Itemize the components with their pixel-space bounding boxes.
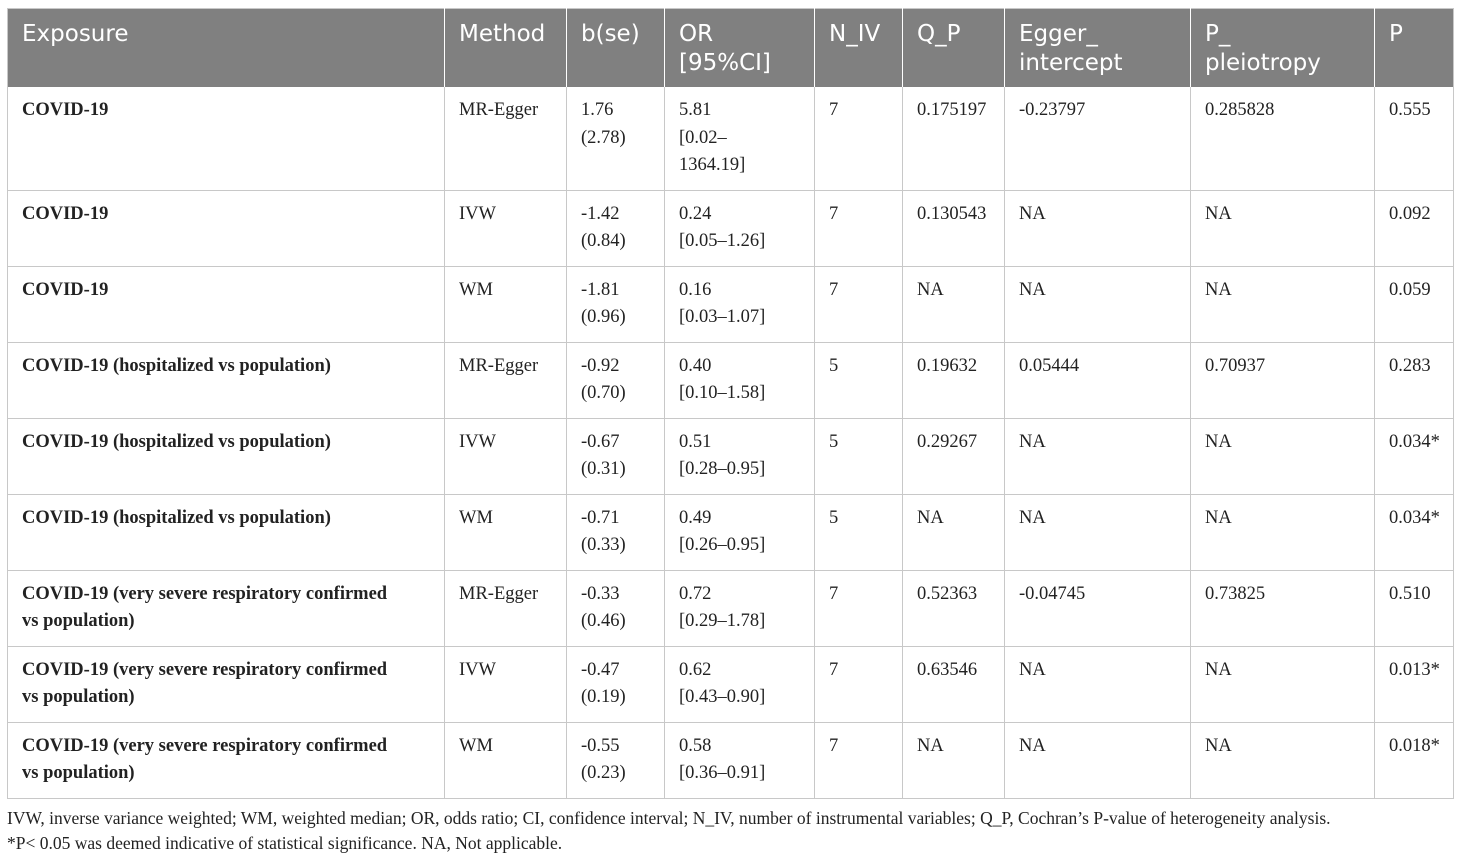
col-header-or-ci: OR [95%CI] xyxy=(665,9,815,88)
table-row xyxy=(8,418,1454,494)
cell-egger-intercept: NA xyxy=(1005,646,1191,722)
cell-b-se: -0.67 (0.31) xyxy=(567,418,665,494)
cell-or-ci: 0.72 [0.29–1.78] xyxy=(665,570,815,646)
cell-b-se: -0.33 (0.46) xyxy=(567,570,665,646)
cell-p: 0.510 xyxy=(1375,570,1454,646)
cell-p: 0.059 xyxy=(1375,266,1454,342)
table-body xyxy=(8,87,1454,798)
cell-exposure: COVID-19 xyxy=(8,190,445,266)
header-row xyxy=(8,9,1454,88)
cell-q-p: 0.29267 xyxy=(903,418,1005,494)
cell-p-pleiotropy: 0.70937 xyxy=(1191,342,1375,418)
col-header-q-p: Q_P xyxy=(903,9,1005,88)
cell-p: 0.013* xyxy=(1375,646,1454,722)
cell-exposure: COVID-19 (very severe respiratory confirmed vs population) xyxy=(8,646,445,722)
cell-n-iv: 5 xyxy=(815,342,903,418)
cell-b-se: 1.76 (2.78) xyxy=(567,87,665,190)
cell-p: 0.018* xyxy=(1375,722,1454,798)
cell-p-pleiotropy: NA xyxy=(1191,190,1375,266)
cell-or-ci: 0.40 [0.10–1.58] xyxy=(665,342,815,418)
cell-exposure: COVID-19 xyxy=(8,87,445,190)
cell-q-p: 0.52363 xyxy=(903,570,1005,646)
cell-or-ci: 0.58 [0.36–0.91] xyxy=(665,722,815,798)
cell-q-p: NA xyxy=(903,722,1005,798)
cell-exposure: COVID-19 (very severe respiratory confirmed vs population) xyxy=(8,570,445,646)
cell-p: 0.034* xyxy=(1375,494,1454,570)
cell-method: WM xyxy=(445,494,567,570)
cell-egger-intercept: 0.05444 xyxy=(1005,342,1191,418)
cell-method: IVW xyxy=(445,646,567,722)
cell-q-p: 0.175197 xyxy=(903,87,1005,190)
cell-p-pleiotropy: NA xyxy=(1191,266,1375,342)
cell-or-ci: 0.49 [0.26–0.95] xyxy=(665,494,815,570)
cell-n-iv: 7 xyxy=(815,646,903,722)
cell-method: MR-Egger xyxy=(445,87,567,190)
cell-exposure: COVID-19 (hospitalized vs population) xyxy=(8,342,445,418)
cell-q-p: 0.19632 xyxy=(903,342,1005,418)
cell-b-se: -0.55 (0.23) xyxy=(567,722,665,798)
cell-b-se: -0.71 (0.33) xyxy=(567,494,665,570)
cell-q-p: NA xyxy=(903,494,1005,570)
cell-b-se: -1.42 (0.84) xyxy=(567,190,665,266)
cell-or-ci: 0.51 [0.28–0.95] xyxy=(665,418,815,494)
cell-n-iv: 7 xyxy=(815,190,903,266)
table-row xyxy=(8,190,1454,266)
col-header-method: Method xyxy=(445,9,567,88)
col-header-p: P xyxy=(1375,9,1454,88)
mr-results-table xyxy=(7,8,1454,799)
cell-egger-intercept: -0.04745 xyxy=(1005,570,1191,646)
cell-egger-intercept: NA xyxy=(1005,418,1191,494)
cell-q-p: 0.63546 xyxy=(903,646,1005,722)
table-row xyxy=(8,494,1454,570)
cell-p-pleiotropy: NA xyxy=(1191,494,1375,570)
cell-exposure: COVID-19 (hospitalized vs population) xyxy=(8,494,445,570)
col-header-p-pleiotropy: P_ pleiotropy xyxy=(1191,9,1375,88)
cell-egger-intercept: -0.23797 xyxy=(1005,87,1191,190)
col-header-b-se: b(se) xyxy=(567,9,665,88)
cell-p-pleiotropy: NA xyxy=(1191,418,1375,494)
cell-b-se: -0.92 (0.70) xyxy=(567,342,665,418)
footnote-abbreviations: IVW, inverse variance weighted; WM, weighted median; OR, odds ratio; CI, confidence interval; N_IV, number of instrumental variables; Q_P, Cochran’s P-value of heterogeneity analysis. xyxy=(7,808,1331,828)
cell-method: IVW xyxy=(445,418,567,494)
table-row xyxy=(8,722,1454,798)
cell-method: IVW xyxy=(445,190,567,266)
cell-method: MR-Egger xyxy=(445,570,567,646)
cell-method: WM xyxy=(445,266,567,342)
cell-or-ci: 0.24 [0.05–1.26] xyxy=(665,190,815,266)
cell-or-ci: 0.62 [0.43–0.90] xyxy=(665,646,815,722)
cell-b-se: -0.47 (0.19) xyxy=(567,646,665,722)
cell-exposure: COVID-19 (very severe respiratory confirmed vs population) xyxy=(8,722,445,798)
cell-p: 0.034* xyxy=(1375,418,1454,494)
cell-b-se: -1.81 (0.96) xyxy=(567,266,665,342)
cell-exposure: COVID-19 (hospitalized vs population) xyxy=(8,418,445,494)
cell-egger-intercept: NA xyxy=(1005,266,1191,342)
cell-q-p: NA xyxy=(903,266,1005,342)
cell-or-ci: 0.16 [0.03–1.07] xyxy=(665,266,815,342)
cell-exposure: COVID-19 xyxy=(8,266,445,342)
footnote-significance: *P< 0.05 was deemed indicative of statistical significance. NA, Not applicable. xyxy=(7,833,563,853)
table-row xyxy=(8,87,1454,190)
table-footnotes xyxy=(7,806,1457,856)
cell-egger-intercept: NA xyxy=(1005,190,1191,266)
cell-n-iv: 5 xyxy=(815,494,903,570)
table-row xyxy=(8,570,1454,646)
results-table-container xyxy=(7,8,1453,799)
cell-egger-intercept: NA xyxy=(1005,494,1191,570)
col-header-exposure: Exposure xyxy=(8,9,445,88)
cell-or-ci: 5.81 [0.02– 1364.19] xyxy=(665,87,815,190)
cell-n-iv: 5 xyxy=(815,418,903,494)
cell-q-p: 0.130543 xyxy=(903,190,1005,266)
col-header-egger-intercept: Egger_ intercept xyxy=(1005,9,1191,88)
cell-p-pleiotropy: 0.73825 xyxy=(1191,570,1375,646)
col-header-n-iv: N_IV xyxy=(815,9,903,88)
cell-egger-intercept: NA xyxy=(1005,722,1191,798)
cell-n-iv: 7 xyxy=(815,722,903,798)
cell-method: WM xyxy=(445,722,567,798)
table-row xyxy=(8,646,1454,722)
table-row xyxy=(8,266,1454,342)
cell-method: MR-Egger xyxy=(445,342,567,418)
cell-p: 0.555 xyxy=(1375,87,1454,190)
cell-p-pleiotropy: 0.285828 xyxy=(1191,87,1375,190)
cell-p-pleiotropy: NA xyxy=(1191,722,1375,798)
table-row xyxy=(8,342,1454,418)
cell-n-iv: 7 xyxy=(815,87,903,190)
cell-n-iv: 7 xyxy=(815,570,903,646)
cell-p: 0.092 xyxy=(1375,190,1454,266)
cell-p-pleiotropy: NA xyxy=(1191,646,1375,722)
cell-n-iv: 7 xyxy=(815,266,903,342)
cell-p: 0.283 xyxy=(1375,342,1454,418)
